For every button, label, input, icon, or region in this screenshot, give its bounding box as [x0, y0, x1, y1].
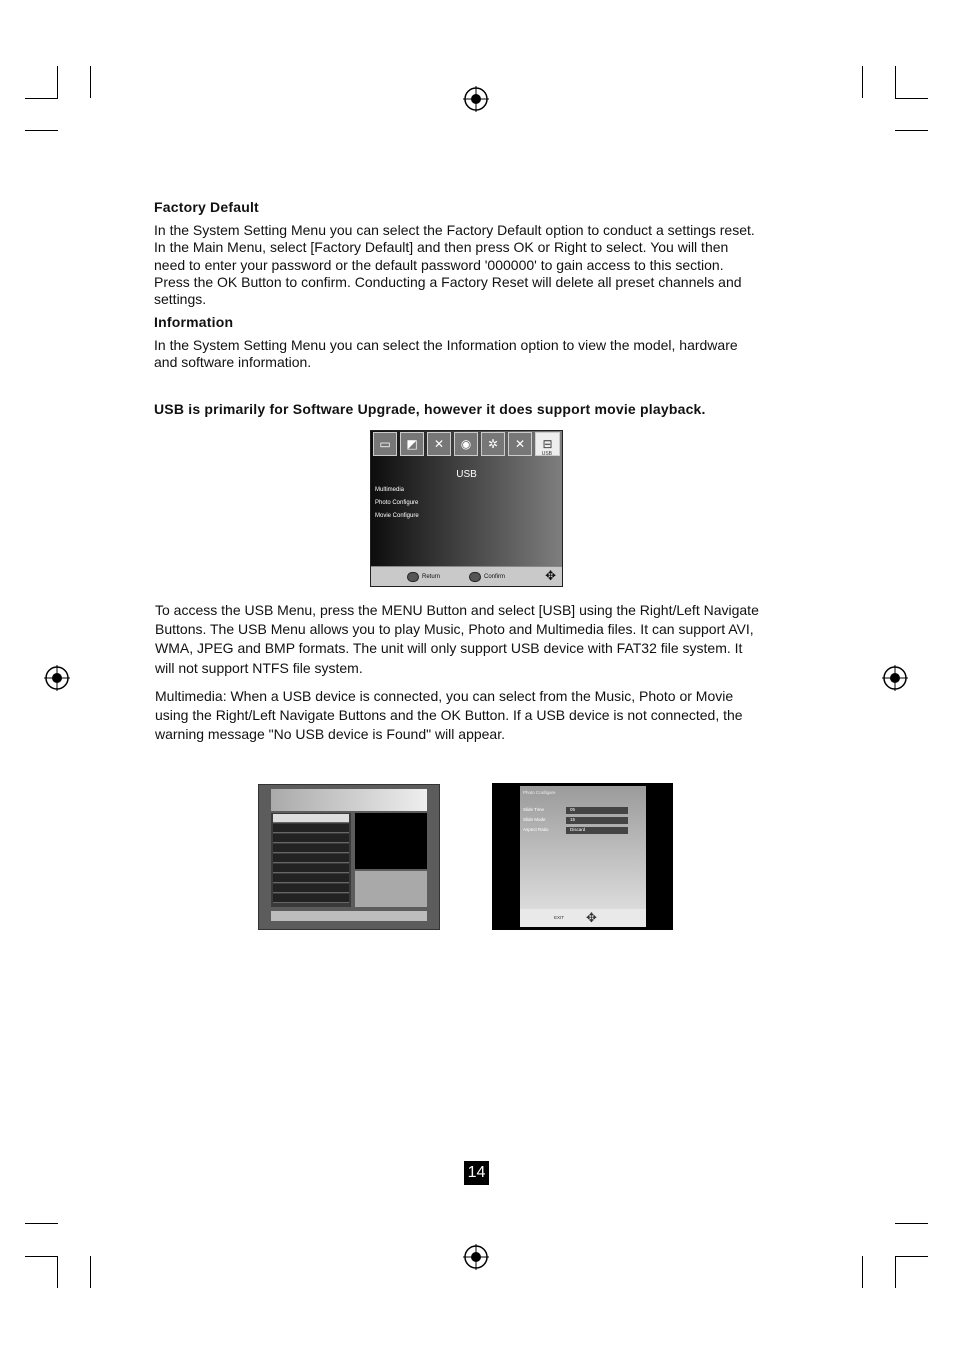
crop-mark: [895, 130, 928, 131]
return-button-icon: [407, 572, 419, 582]
list-item: [273, 894, 349, 903]
usb-intro-heading: USB is primarily for Software Upgrade, however it does support movie playback.: [154, 401, 706, 417]
list-item: [273, 824, 349, 833]
crop-mark: [90, 1256, 91, 1288]
info-pane: [355, 871, 427, 907]
crop-mark: [57, 66, 58, 98]
photo-configure-footer: [520, 909, 646, 927]
list-item: [273, 834, 349, 843]
usb-menu-footer: [371, 566, 562, 586]
information-heading: Information: [154, 314, 234, 330]
text-line: settings.: [154, 291, 207, 308]
text-line: In the System Setting Menu you can select the Information option to view the model, hardware: [154, 337, 738, 353]
text-line: In the System Setting Menu you can select the Factory Default option to conduct a settings reset.: [154, 222, 755, 238]
list-item: [273, 874, 349, 883]
tv-icon: ▭: [373, 432, 397, 456]
crop-mark: [862, 66, 863, 98]
information-body: [154, 337, 794, 372]
crop-mark: [862, 1256, 863, 1288]
navigate-arrows-icon: ✥: [586, 910, 597, 925]
registration-mark-icon: [882, 665, 908, 691]
exit-label: EXIT: [554, 915, 565, 920]
list-item: [273, 864, 349, 873]
menu-icon-bar: [373, 432, 560, 459]
crop-mark: [25, 130, 58, 131]
browser-header: [271, 789, 427, 811]
gear-icon: ✲: [481, 432, 505, 456]
aspect-ratio-label: Aspect Ratio: [523, 827, 549, 832]
crop-mark: [90, 66, 91, 98]
factory-default-body: [154, 222, 794, 308]
crop-mark: [25, 1256, 58, 1257]
multimedia-paragraph: [155, 687, 795, 745]
slide-time-label: Slide Time: [523, 807, 545, 812]
crop-mark: [895, 66, 896, 98]
text-line: To access the USB Menu, press the MENU Button and select [USB] using the Right/Left Navigate: [155, 602, 759, 618]
text-line: warning message "No USB device is Found" will appear.: [155, 726, 505, 743]
usb-menu-title: USB: [456, 469, 477, 480]
usb-menu-screenshot: [370, 430, 563, 587]
text-line: In the Main Menu, select [Factory Default] and then press OK or Right to select. You will then: [154, 239, 729, 256]
page-number: 14: [464, 1161, 489, 1185]
navigate-arrows-icon: ✥: [545, 568, 556, 583]
text-line: using the Right/Left Navigate Buttons and the OK Button. If a USB device is not connected, the: [155, 707, 743, 724]
menu-item-photo-configure: Photo Configure: [375, 500, 419, 506]
factory-default-heading: Factory Default: [154, 199, 259, 215]
preview-pane: [355, 813, 427, 869]
crop-mark: [57, 1256, 58, 1288]
ok-button-icon: [469, 572, 481, 582]
usb-icon-label: USB: [541, 451, 552, 457]
photo-configure-title: Photo Configure: [523, 790, 556, 795]
satellite-icon: ✕: [427, 432, 451, 456]
file-list: [271, 813, 351, 907]
slide-time-value: 05: [566, 807, 628, 814]
confirm-hint: [469, 572, 505, 582]
browser-footer: [271, 911, 427, 921]
return-hint: [407, 572, 440, 582]
photo-configure-panel: [520, 786, 646, 927]
crop-mark: [895, 1223, 928, 1224]
picture-icon: ◩: [400, 432, 424, 456]
tools-icon: ✕: [508, 432, 532, 456]
usb-stick-icon: ⊟: [535, 432, 560, 456]
globe-icon: ◉: [454, 432, 478, 456]
registration-mark-icon: [463, 86, 489, 112]
list-item: [273, 854, 349, 863]
registration-mark-icon: [463, 1244, 489, 1270]
list-item: [273, 844, 349, 853]
registration-mark-icon: [44, 665, 70, 691]
confirm-label: Confirm: [484, 574, 506, 580]
list-item: [273, 884, 349, 893]
slide-mode-label: Slide Mode: [523, 817, 546, 822]
text-line: need to enter your password or the default password '000000' to gain access to this section.: [154, 256, 724, 273]
crop-mark: [25, 1223, 58, 1224]
text-line: Press the OK Button to confirm. Conducting a Factory Reset will delete all preset channels and: [154, 273, 742, 290]
text-line: and software information.: [154, 354, 312, 371]
text-line: Buttons. The USB Menu allows you to play Music, Photo and Multimedia files. It can support AVI,: [155, 621, 754, 638]
usb-menu-paragraph: [155, 601, 795, 678]
crop-mark: [895, 1256, 896, 1288]
menu-item-multimedia: Multimedia: [375, 487, 405, 493]
return-label: Return: [422, 574, 441, 580]
photo-configure-screenshot: [492, 783, 673, 930]
menu-item-movie-configure: Movie Configure: [375, 513, 419, 519]
slide-mode-value: 15: [566, 817, 628, 824]
multimedia-browser-screenshot: [258, 784, 440, 930]
crop-mark: [25, 98, 58, 99]
crop-mark: [895, 98, 928, 99]
aspect-ratio-value: Discard: [566, 827, 628, 834]
list-item: [273, 814, 349, 823]
text-line: will not support NTFS file system.: [155, 659, 363, 676]
text-line: Multimedia: When a USB device is connected, you can select from the Music, Photo or Movie: [155, 688, 734, 704]
crop-mark: [895, 1256, 928, 1257]
text-line: WMA, JPEG and BMP formats. The unit will only support USB device with FAT32 file system. It: [155, 640, 743, 657]
